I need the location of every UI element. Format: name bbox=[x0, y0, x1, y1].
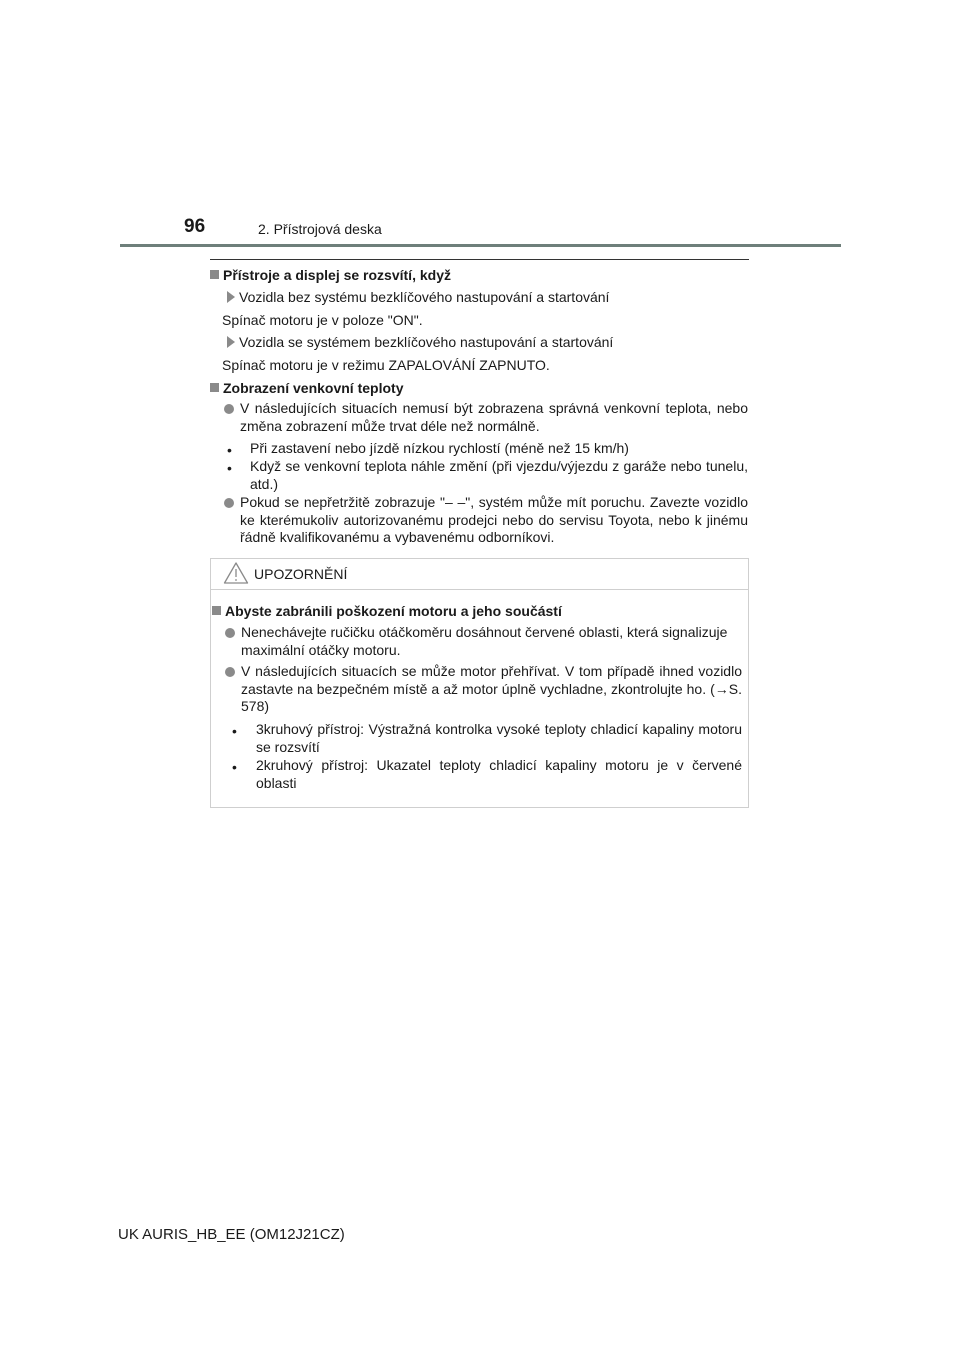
paragraph-malfunction: Pokud se nepřetržitě zobrazuje "– –", systém může mít poruchu. Zavezte vozidlo ke kterémukoliv autorizovanému prodejci nebo do servisu Toyota, nebo k jinému řádně kvalifikovanému a vybavenému odborníkovi. bbox=[240, 494, 748, 545]
item-label-keyless: Vozidla se systémem bezklíčového nastupování a startování bbox=[227, 333, 613, 351]
list-item-low-speed: Při zastavení nebo jízdě nízkou rychlostí (méně než 15 km/h) bbox=[250, 440, 629, 456]
warning-triangle-icon bbox=[223, 561, 249, 585]
list-item-bullet: • bbox=[227, 442, 232, 458]
caution-list-item-3dial: 3kruhový přístroj: Výstražná kontrolka vysoké teploty chladicí kapaliny motoru se rozsvítí bbox=[256, 721, 742, 755]
square-bullet-icon bbox=[210, 270, 219, 279]
list-item-bullet: • bbox=[232, 759, 237, 775]
paragraph-temp-display: V následujících situacích nemusí být zobrazena správná venkovní teplota, nebo změna zobrazení může trvat déle než normálně. bbox=[240, 400, 748, 434]
list-item-bullet: • bbox=[232, 723, 237, 739]
page-number: 96 bbox=[184, 216, 206, 237]
caution-list-item-2dial: 2kruhový přístroj: Ukazatel teploty chladicí kapaliny motoru je v červené oblasti bbox=[256, 757, 742, 791]
caution-divider bbox=[211, 589, 748, 590]
square-bullet-icon bbox=[212, 606, 221, 615]
caution-title: UPOZORNĚNÍ bbox=[254, 566, 348, 582]
list-item-temp-change: Když se venkovní teplota náhle změní (při vjezdu/výjezdu z garáže nebo tunelu, atd.) bbox=[250, 458, 748, 492]
triangle-bullet-icon bbox=[227, 291, 235, 303]
caution-heading: Abyste zabránili poškození motoru a jeho součástí bbox=[212, 602, 562, 620]
circle-bullet-icon bbox=[225, 628, 235, 638]
item-label-no-keyless: Vozidla bez systému bezklíčového nastupování a startování bbox=[227, 288, 609, 306]
item-text-ignition-on: Spínač motoru je v režimu ZAPALOVÁNÍ ZAPNUTO. bbox=[222, 357, 550, 373]
section-heading-outside-temp: Zobrazení venkovní teploty bbox=[210, 379, 403, 397]
section-title: 2. Přístrojová deska bbox=[258, 221, 382, 237]
section-heading-instruments: Přístroje a displej se rozsvítí, když bbox=[210, 266, 451, 284]
circle-bullet-icon bbox=[224, 404, 234, 414]
circle-bullet-icon bbox=[225, 667, 235, 677]
footer-model-code: UK AURIS_HB_EE (OM12J21CZ) bbox=[118, 1226, 345, 1243]
header-rule bbox=[120, 244, 841, 247]
item-text-on-position: Spínač motoru je v poloze "ON". bbox=[222, 312, 423, 328]
square-bullet-icon bbox=[210, 383, 219, 392]
circle-bullet-icon bbox=[224, 498, 234, 508]
list-item-bullet: • bbox=[227, 460, 232, 476]
caution-paragraph-rpm: Nenechávejte ručičku otáčkoměru dosáhnout červené oblasti, která signalizuje maximální otáčky motoru. bbox=[241, 624, 728, 658]
caution-paragraph-overheat: V následujících situacích se může motor přehřívat. V tom případě ihned vozidlo zastavte na bezpečném místě a až motor úplně vychladne, zkontrolujte ho. (→S. 578) bbox=[241, 663, 742, 714]
content-top-rule bbox=[210, 259, 749, 260]
triangle-bullet-icon bbox=[227, 336, 235, 348]
